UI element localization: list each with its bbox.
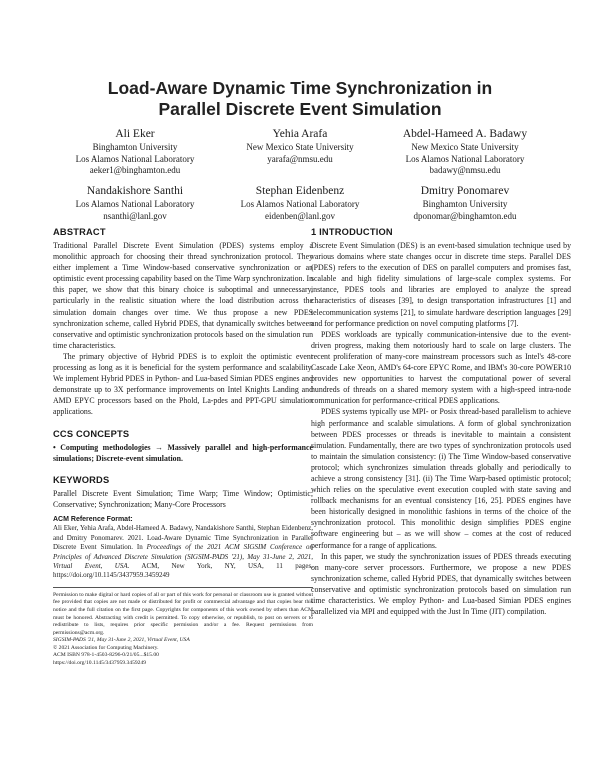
author-email: dponomar@binghamton.edu <box>413 210 517 221</box>
author-email: aeker1@binghamton.edu <box>89 165 181 175</box>
author-email: badawy@nmsu.edu <box>429 165 501 175</box>
introduction-paragraph: PDES workloads are typically communication-intensive due to the event-driven progress, making them notoriously hard to scale on large clusters. The recent proliferation of many-core mainstream processors such as Intel's 48-core Cascade Lake Xeon, AMD's 64-core EPYC Rome, and IBM's 30-core POWER10 provides new opportunities to harvest the computational power of several hundreds of threads on a shared memory system with a high-speed intra-node communication for performance-critical PDES applications. <box>311 329 571 406</box>
author-email: nsanthi@lanl.gov <box>103 210 167 221</box>
keywords-text: Parallel Discrete Event Simulation; Time Warp; Time Window; Optimistic; Conservative; Synchronization; Many-Core Processors <box>53 488 313 509</box>
author-affiliation: New Mexico State University <box>411 142 519 152</box>
author-block <box>205 184 395 222</box>
author-block <box>370 127 560 177</box>
ccs-concepts: • Computing methodologies → Massively parallel and high-performance simulations; Discrete-event simulation. <box>53 442 313 463</box>
author-affiliation: New Mexico State University <box>246 142 354 152</box>
author-affiliation: Los Alamos National Laboratory <box>75 153 195 164</box>
copyright-line: © 2021 Association for Computing Machinery. <box>53 644 159 651</box>
keywords-heading: KEYWORDS <box>53 474 110 485</box>
doi-link[interactable]: https://doi.org/10.1145/3437959.3459249 <box>53 660 147 667</box>
author-name: Nandakishore Santhi <box>86 185 184 197</box>
ccs-heading: CCS CONCEPTS <box>53 428 130 439</box>
paper-title-line-1: Load-Aware Dynamic Time Synchronization in <box>107 78 493 98</box>
isbn-line: ACM ISBN 978-1-4503-8296-0/21/05...$15.00 <box>53 652 159 659</box>
author-affiliation: Binghamton University <box>422 199 508 209</box>
author-email: yarafa@nmsu.edu <box>267 153 333 164</box>
abstract-heading: ABSTRACT <box>53 227 106 237</box>
permission-notice: Permission to make digital or hard copies of all or part of this work for personal or classroom use is granted without fee provided that copies are not made or distributed for profit or commercial advantage and that copies bear this notice and the full citation on the first page. Copyrights for components of this work owned by others than ACM must be honored. Abstracting with credit is permitted. To copy otherwise, or republish, to post on servers or to redistribute to lists, requires prior specific permission and/or a fee. Request permissions from permissions@acm.org. <box>53 591 313 636</box>
abstract-paragraph: Traditional Parallel Discrete Event Simulation (PDES) systems employ a monolithic approach for choosing their thread synchronization protocol. They either implement a Time Window-based conservative synchronization or an optimistic event processing capability based on the Time Warp synchronization. In this paper, we show that this binary choice is suboptimal and unnecessary, particularly in the realistic situation where the load distribution across the simulation domain changes over time. We thus propose a new PDES synchronization scheme, called Hybrid PDES, that dynamically switches between conservative and optimistic synchronization protocols based on the simulation run time characteristics. <box>53 241 313 350</box>
right-column <box>311 226 571 617</box>
introduction-heading: 1 INTRODUCTION <box>311 227 393 237</box>
author-name: Abdel-Hameed A. Badawy <box>402 128 528 140</box>
acm-reference-heading: ACM Reference Format: <box>53 515 133 523</box>
author-name: Ali Eker <box>115 128 155 140</box>
venue-line: SIGSIM-PADS '21, May 31-June 2, 2021, Virtual Event, USA <box>53 637 190 644</box>
author-name: Yehia Arafa <box>272 128 328 140</box>
left-column <box>53 226 313 668</box>
author-name: Stephan Eidenbenz <box>255 185 345 197</box>
introduction-paragraph: PDES systems typically use MPI- or Posix thread-based parallelism to achieve high performance and scalable simulations. A form of global synchronization between PDES processes or threads is inevitable to maintain a consistent simulation. Fundamentally, there are two types of synchronization protocols used to maintain the simulation consistency: (i) The Time Window-based conservative protocol; which synchronizes simulation threads globally and periodically to achieve a strong consistency [31]. (ii) The Time Warp-based optimistic protocol; which relies on the speculative event execution coupled with state saving and rollback mechanisms for an eventual consistency [16, 25]. PDES engines have been historically designed in monolithic fashions in terms of the choice of the synchronization protocol. This monolithic design simplifies PDES engine software engineering but – as we will show – comes at the cost of reduced performance for a range of applications. <box>311 407 571 550</box>
author-affiliation: Los Alamos National Laboratory <box>75 199 195 209</box>
introduction-paragraph: In this paper, we study the synchronization issues of PDES threads executing on many-core server processors. Furthermore, we propose a new PDES synchronization scheme, called Hybrid PDES, that dynamically switches between conservative and optimistic synchronization protocols based on simulation run time characteristics. We employ Python- and Lua-based Simian PDES engines parallelized via MPI and equipped with the Just In Time (JIT) compilation. <box>311 551 571 617</box>
author-block <box>370 184 560 222</box>
introduction-paragraph: Discrete Event Simulation (DES) is an event-based simulation technique used by various domains where state changes occur in discrete time steps. Parallel DES (PDES) refers to the execution of DES on parallel computers and promises fast, scalable and high fidelity simulations of large-scale complex systems. For instance, PDES tools and libraries are employed to analyze the spread characteristics of diseases [39], to design transportation infrastructures [1] and telecommunication systems [21], to simulate hardware description languages [29] and for performance prediction on novel computing platforms [7]. <box>311 241 571 328</box>
author-email: eidenben@lanl.gov <box>264 210 336 221</box>
author-affiliation: Binghamton University <box>92 142 178 152</box>
paper-title-line-2: Parallel Discrete Event Simulation <box>158 99 442 119</box>
author-block <box>205 127 395 165</box>
author-affiliation: Los Alamos National Laboratory <box>405 153 525 164</box>
abstract-paragraph: The primary objective of Hybrid PDES is to exploit the optimistic event processing as long as it is beneficial for the system performance and scalability. We implement Hybrid PDES in Python- and Lua-based Simian PDES engines and demonstrate up to 3X performance improvements on Intel Knights Landing and AMD EPYC processors based on the Phold, La-pdes and PPT-GPU simulation applications. <box>53 351 313 417</box>
author-name: Dmitry Ponomarev <box>420 185 510 197</box>
author-block <box>40 127 230 177</box>
author-affiliation: Los Alamos National Laboratory <box>240 199 360 209</box>
author-block <box>40 184 230 222</box>
footnote-divider <box>53 587 313 588</box>
acm-reference-text: Ali Eker, Yehia Arafa, Abdel-Hameed A. Badawy, Nandakishore Santhi, Stephan Eidenbenz, and Dmitry Ponomarev. 2021. Load-Aware Dynamic Time Synchronization in Parallel Discrete Event Simulation. In Proceedings of the 2021 ACM SIGSIM Conference on Principles of Advanced Discrete Simulation (SIGSIM-PADS '21), May 31-June 2, 2021, Virtual Event, USA. ACM, New York, NY, USA, 11 pages. https://doi.org/10.1145/3437959.3459249 <box>53 524 313 580</box>
paper-title <box>0 78 600 120</box>
